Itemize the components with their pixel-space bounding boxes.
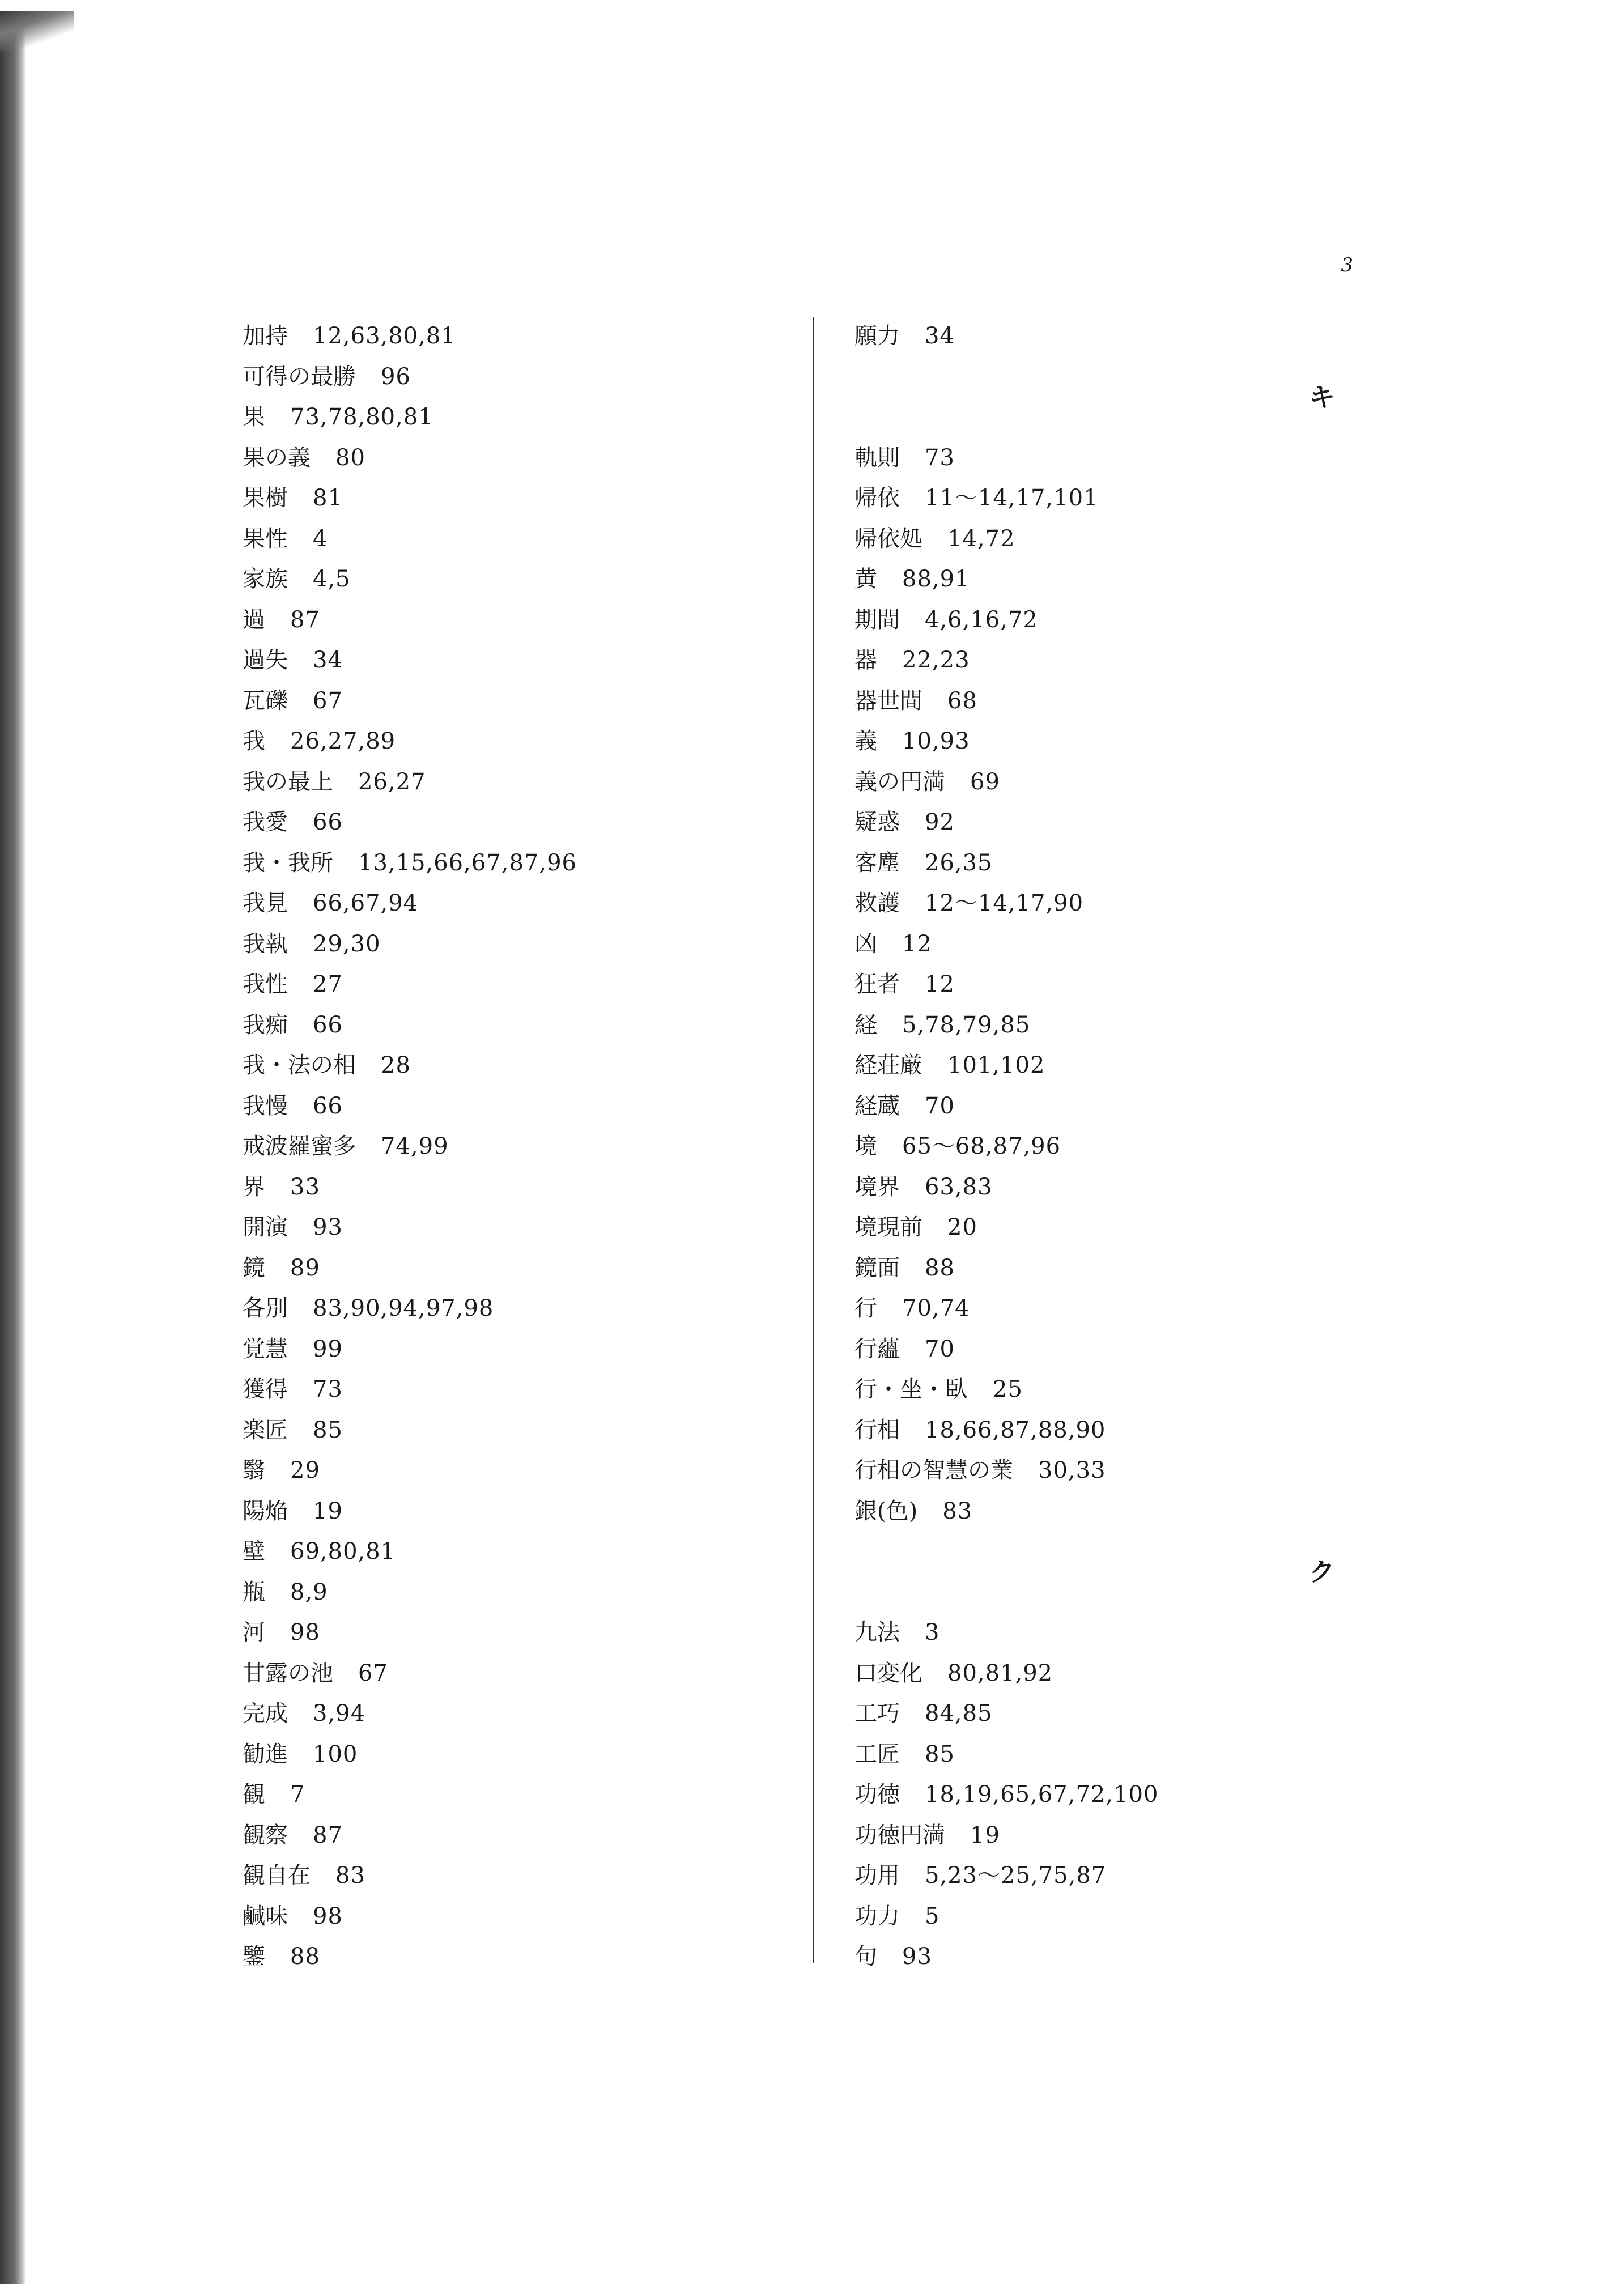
index-page-refs: 19 bbox=[970, 1822, 1000, 1848]
index-page-refs: 19 bbox=[313, 1498, 343, 1524]
index-term: 境 bbox=[854, 1133, 877, 1159]
index-page-refs: 5,23〜25,75,87 bbox=[925, 1863, 1107, 1889]
index-term: 義の円満 bbox=[854, 768, 945, 795]
index-column-right bbox=[854, 316, 1376, 1978]
section-heading: キ bbox=[1309, 381, 1335, 413]
index-page-refs: 33 bbox=[290, 1173, 320, 1200]
index-page-refs: 98 bbox=[313, 1903, 343, 1929]
index-page-refs: 66,67,94 bbox=[313, 890, 419, 916]
index-entry bbox=[854, 1653, 1376, 1694]
page-number: 3 bbox=[1341, 254, 1353, 277]
index-entry bbox=[243, 1126, 787, 1167]
index-entry bbox=[243, 519, 787, 560]
index-term: 銀(色) bbox=[854, 1498, 918, 1524]
index-term: 行相の智慧の業 bbox=[854, 1457, 1013, 1483]
index-entry bbox=[243, 1532, 787, 1572]
index-term: 器世間 bbox=[854, 687, 922, 714]
index-term: 工匠 bbox=[854, 1741, 900, 1767]
index-page-refs: 83 bbox=[335, 1863, 365, 1889]
index-page-refs: 12 bbox=[902, 930, 932, 957]
index-term: 果の義 bbox=[243, 444, 311, 471]
index-entry bbox=[243, 1856, 787, 1897]
index-term: 戒波羅蜜多 bbox=[243, 1133, 356, 1159]
index-page-refs: 85 bbox=[925, 1741, 955, 1767]
index-term: 我の最上 bbox=[243, 768, 333, 795]
index-term: 加持 bbox=[243, 323, 288, 349]
index-page-refs: 69 bbox=[970, 768, 1000, 795]
index-term: 楽匠 bbox=[243, 1417, 288, 1443]
index-term: 過 bbox=[243, 606, 265, 633]
index-page-refs: 66 bbox=[313, 1011, 343, 1038]
index-entry bbox=[854, 883, 1376, 924]
index-page-refs: 34 bbox=[313, 647, 343, 673]
index-entry bbox=[243, 1653, 787, 1694]
index-entry bbox=[243, 357, 787, 398]
index-term: 功徳 bbox=[854, 1781, 900, 1808]
index-page-refs: 73 bbox=[925, 444, 955, 471]
index-term: 我痴 bbox=[243, 1011, 288, 1038]
index-page-refs: 93 bbox=[902, 1944, 932, 1970]
index-term: 鏡 bbox=[243, 1255, 265, 1281]
index-term: 過失 bbox=[243, 647, 288, 673]
index-entry bbox=[243, 316, 787, 357]
index-page-refs: 3,94 bbox=[313, 1700, 366, 1727]
index-page-refs: 29,30 bbox=[313, 930, 381, 957]
index-entry bbox=[854, 1694, 1376, 1734]
index-page-refs: 74,99 bbox=[381, 1133, 449, 1159]
index-term: 我・法の相 bbox=[243, 1052, 356, 1078]
index-term: 果樹 bbox=[243, 485, 288, 511]
index-entry bbox=[854, 316, 1376, 357]
index-entry bbox=[854, 478, 1376, 519]
index-term: 狂者 bbox=[854, 971, 900, 997]
index-term: 疑惑 bbox=[854, 809, 900, 835]
binding-shadow bbox=[0, 11, 74, 51]
index-term: 功徳円満 bbox=[854, 1822, 945, 1848]
index-entry bbox=[854, 438, 1376, 479]
index-entry bbox=[243, 559, 787, 600]
index-entry bbox=[243, 1289, 787, 1329]
index-page-refs: 29 bbox=[290, 1457, 320, 1483]
index-entry bbox=[854, 1491, 1376, 1532]
index-entry bbox=[854, 559, 1376, 600]
index-entry bbox=[854, 762, 1376, 803]
index-entry bbox=[854, 1005, 1376, 1046]
index-term: 行 bbox=[854, 1295, 877, 1321]
index-page-refs: 4,6,16,72 bbox=[925, 606, 1038, 633]
index-term: 救護 bbox=[854, 890, 900, 916]
index-page-refs: 101,102 bbox=[947, 1052, 1045, 1078]
binding-edge bbox=[0, 11, 26, 2284]
index-page-refs: 98 bbox=[290, 1619, 320, 1646]
index-entry bbox=[854, 924, 1376, 965]
index-term: 陽焔 bbox=[243, 1498, 288, 1524]
index-page-refs: 12〜14,17,90 bbox=[925, 890, 1084, 916]
index-page-refs: 73,78,80,81 bbox=[290, 404, 433, 430]
index-page-refs: 4,5 bbox=[313, 566, 351, 592]
index-entry bbox=[243, 1491, 787, 1532]
index-term: 獲得 bbox=[243, 1376, 288, 1402]
index-entry bbox=[243, 1207, 787, 1248]
index-page-refs: 20 bbox=[947, 1214, 977, 1240]
index-page-refs: 83,90,94,97,98 bbox=[313, 1295, 494, 1321]
index-entry bbox=[854, 600, 1376, 641]
index-entry bbox=[854, 721, 1376, 762]
index-term: 期間 bbox=[854, 606, 900, 633]
index-term: 工巧 bbox=[854, 1700, 900, 1727]
index-entry bbox=[854, 1126, 1376, 1167]
index-entry bbox=[854, 1207, 1376, 1248]
index-page-refs: 70 bbox=[925, 1336, 955, 1362]
index-page-refs: 70 bbox=[925, 1092, 955, 1119]
index-page-refs: 88,91 bbox=[902, 566, 970, 592]
index-entry bbox=[243, 1005, 787, 1046]
index-term: 覚慧 bbox=[243, 1336, 288, 1362]
index-entry bbox=[243, 1734, 787, 1775]
index-term: 各別 bbox=[243, 1295, 288, 1321]
index-entry bbox=[854, 1086, 1376, 1127]
index-entry bbox=[854, 1451, 1376, 1491]
index-page-refs: 96 bbox=[381, 363, 411, 390]
index-page-refs: 87 bbox=[313, 1822, 343, 1848]
index-page-refs: 10,93 bbox=[902, 728, 970, 754]
index-entry bbox=[243, 681, 787, 722]
index-page-refs: 83 bbox=[942, 1498, 973, 1524]
index-term: 帰依処 bbox=[854, 525, 922, 552]
index-term: 我見 bbox=[243, 890, 288, 916]
index-page-refs: 65〜68,87,96 bbox=[902, 1133, 1061, 1159]
index-term: 我・我所 bbox=[243, 849, 333, 876]
index-term: 果性 bbox=[243, 525, 288, 552]
index-term: 黄 bbox=[854, 566, 877, 592]
index-term: 観自在 bbox=[243, 1863, 311, 1889]
index-entry bbox=[854, 843, 1376, 884]
index-entry bbox=[854, 1856, 1376, 1897]
index-page-refs: 88 bbox=[290, 1944, 320, 1970]
index-term: 河 bbox=[243, 1619, 265, 1646]
index-entry bbox=[854, 1370, 1376, 1410]
index-page-refs: 84,85 bbox=[925, 1700, 993, 1727]
index-term: 甘露の池 bbox=[243, 1660, 333, 1686]
index-page-refs: 3 bbox=[925, 1619, 940, 1646]
index-term: 観 bbox=[243, 1781, 265, 1808]
index-term: 行蘊 bbox=[854, 1336, 900, 1362]
index-term: 句 bbox=[854, 1944, 877, 1970]
index-term: 壁 bbox=[243, 1538, 265, 1564]
index-page-refs: 26,35 bbox=[925, 849, 993, 876]
index-term: 我慢 bbox=[243, 1092, 288, 1119]
index-page-refs: 34 bbox=[925, 323, 955, 349]
index-page-refs: 26,27 bbox=[358, 768, 426, 795]
index-entry bbox=[243, 1897, 787, 1937]
index-page-refs: 8,9 bbox=[290, 1579, 328, 1605]
index-page-refs: 5 bbox=[925, 1903, 940, 1929]
index-entry bbox=[854, 964, 1376, 1005]
index-term: 我性 bbox=[243, 971, 288, 997]
index-term: 果 bbox=[243, 404, 265, 430]
index-page-refs: 73 bbox=[313, 1376, 343, 1402]
index-entry bbox=[243, 1572, 787, 1613]
index-entry bbox=[854, 1775, 1376, 1815]
index-entry bbox=[243, 1451, 787, 1491]
index-entry bbox=[854, 1897, 1376, 1937]
index-entry bbox=[854, 1937, 1376, 1978]
index-entry bbox=[243, 1329, 787, 1370]
index-entry bbox=[243, 843, 787, 884]
index-entry bbox=[243, 964, 787, 1005]
index-page-refs: 85 bbox=[313, 1417, 343, 1443]
index-page-refs: 22,23 bbox=[902, 647, 970, 673]
index-term: 器 bbox=[854, 647, 877, 673]
index-page-refs: 93 bbox=[313, 1214, 343, 1240]
index-page-refs: 80,81,92 bbox=[947, 1660, 1053, 1686]
index-term: 経 bbox=[854, 1011, 877, 1038]
index-page-refs: 12,63,80,81 bbox=[313, 323, 456, 349]
index-page-refs: 69,80,81 bbox=[290, 1538, 396, 1564]
index-page-refs: 70,74 bbox=[902, 1295, 970, 1321]
index-entry bbox=[854, 1329, 1376, 1370]
index-term: 観察 bbox=[243, 1822, 288, 1848]
index-term: 行・坐・臥 bbox=[854, 1376, 968, 1402]
index-page-refs: 4 bbox=[313, 525, 328, 552]
index-entry bbox=[243, 1410, 787, 1451]
index-page-refs: 7 bbox=[290, 1781, 305, 1808]
index-entry bbox=[243, 1775, 787, 1815]
index-term: 口変化 bbox=[854, 1660, 922, 1686]
index-entry bbox=[854, 802, 1376, 843]
index-page-refs: 26,27,89 bbox=[290, 728, 396, 754]
index-page-refs: 18,66,87,88,90 bbox=[925, 1417, 1106, 1443]
index-page-refs: 63,83 bbox=[925, 1173, 993, 1200]
index-page-refs: 27 bbox=[313, 971, 343, 997]
index-term: 経荘厳 bbox=[854, 1052, 922, 1078]
index-entry bbox=[243, 600, 787, 641]
index-entry bbox=[854, 640, 1376, 681]
index-entry bbox=[243, 640, 787, 681]
index-entry bbox=[243, 802, 787, 843]
index-term: 我 bbox=[243, 728, 265, 754]
index-page-refs: 100 bbox=[313, 1741, 358, 1767]
index-term: 功力 bbox=[854, 1903, 900, 1929]
index-term: 境現前 bbox=[854, 1214, 922, 1240]
index-page-refs: 11〜14,17,101 bbox=[925, 485, 1099, 511]
index-term: 完成 bbox=[243, 1700, 288, 1727]
index-page-refs: 89 bbox=[290, 1255, 320, 1281]
index-entry bbox=[243, 478, 787, 519]
index-page-refs: 18,19,65,67,72,100 bbox=[925, 1781, 1159, 1808]
index-page-refs: 13,15,66,67,87,96 bbox=[358, 849, 577, 876]
index-page-refs: 81 bbox=[313, 485, 343, 511]
index-term: 翳 bbox=[243, 1457, 265, 1483]
index-term: 我愛 bbox=[243, 809, 288, 835]
section-heading: ク bbox=[1309, 1557, 1335, 1587]
index-term: 九法 bbox=[854, 1619, 900, 1646]
index-entry bbox=[854, 1613, 1376, 1653]
index-column-left bbox=[243, 316, 787, 1978]
index-term: 界 bbox=[243, 1173, 265, 1200]
index-page-refs: 5,78,79,85 bbox=[902, 1011, 1031, 1038]
index-term: 瓦礫 bbox=[243, 687, 288, 714]
index-entry bbox=[243, 1045, 787, 1086]
index-term: 鑒 bbox=[243, 1944, 265, 1970]
index-page-refs: 92 bbox=[925, 809, 955, 835]
index-entry bbox=[243, 1613, 787, 1653]
index-page-refs: 14,72 bbox=[947, 525, 1015, 552]
index-term: 可得の最勝 bbox=[243, 363, 356, 390]
index-entry bbox=[854, 1815, 1376, 1856]
index-entry bbox=[243, 397, 787, 438]
index-term: 瓶 bbox=[243, 1579, 265, 1605]
index-term: 功用 bbox=[854, 1863, 900, 1889]
index-entry bbox=[243, 883, 787, 924]
index-term: 帰依 bbox=[854, 485, 900, 511]
index-term: 境界 bbox=[854, 1173, 900, 1200]
index-term: 軌則 bbox=[854, 444, 900, 471]
index-term: 経蔵 bbox=[854, 1092, 900, 1119]
index-page-refs: 87 bbox=[290, 606, 320, 633]
index-term: 家族 bbox=[243, 566, 288, 592]
index-page-refs: 67 bbox=[313, 687, 343, 714]
index-entry bbox=[854, 1289, 1376, 1329]
index-entry bbox=[243, 1370, 787, 1410]
index-term: 我執 bbox=[243, 930, 288, 957]
index-entry bbox=[243, 438, 787, 479]
index-entry bbox=[854, 1167, 1376, 1208]
index-page-refs: 25 bbox=[993, 1376, 1023, 1402]
index-term: 願力 bbox=[854, 323, 900, 349]
index-term: 行相 bbox=[854, 1417, 900, 1443]
index-entry bbox=[243, 762, 787, 803]
index-term: 凶 bbox=[854, 930, 877, 957]
index-page-refs: 30,33 bbox=[1038, 1457, 1106, 1483]
index-entry bbox=[243, 924, 787, 965]
index-entry bbox=[854, 1734, 1376, 1775]
index-entry bbox=[243, 1248, 787, 1289]
index-term: 勧進 bbox=[243, 1741, 288, 1767]
index-entry bbox=[854, 519, 1376, 560]
index-term: 鏡面 bbox=[854, 1255, 900, 1281]
index-entry bbox=[243, 1167, 787, 1208]
index-entry bbox=[243, 721, 787, 762]
index-entry bbox=[854, 681, 1376, 722]
index-term: 義 bbox=[854, 728, 877, 754]
index-entry bbox=[243, 1937, 787, 1978]
index-entry bbox=[243, 1694, 787, 1734]
index-page-refs: 68 bbox=[947, 687, 977, 714]
column-divider bbox=[813, 317, 814, 1963]
index-entry bbox=[243, 1815, 787, 1856]
index-term: 開演 bbox=[243, 1214, 288, 1240]
index-page-refs: 80 bbox=[335, 444, 365, 471]
index-page-refs: 28 bbox=[381, 1052, 411, 1078]
index-page-refs: 12 bbox=[925, 971, 955, 997]
index-page-refs: 88 bbox=[925, 1255, 955, 1281]
index-page-refs: 99 bbox=[313, 1336, 343, 1362]
index-page-refs: 66 bbox=[313, 809, 343, 835]
index-page-refs: 67 bbox=[358, 1660, 388, 1686]
index-term: 客塵 bbox=[854, 849, 900, 876]
index-entry bbox=[854, 1248, 1376, 1289]
index-page-refs: 66 bbox=[313, 1092, 343, 1119]
index-entry bbox=[854, 1045, 1376, 1086]
index-entry bbox=[243, 1086, 787, 1127]
index-term: 鹹味 bbox=[243, 1903, 288, 1929]
index-entry bbox=[854, 1410, 1376, 1451]
